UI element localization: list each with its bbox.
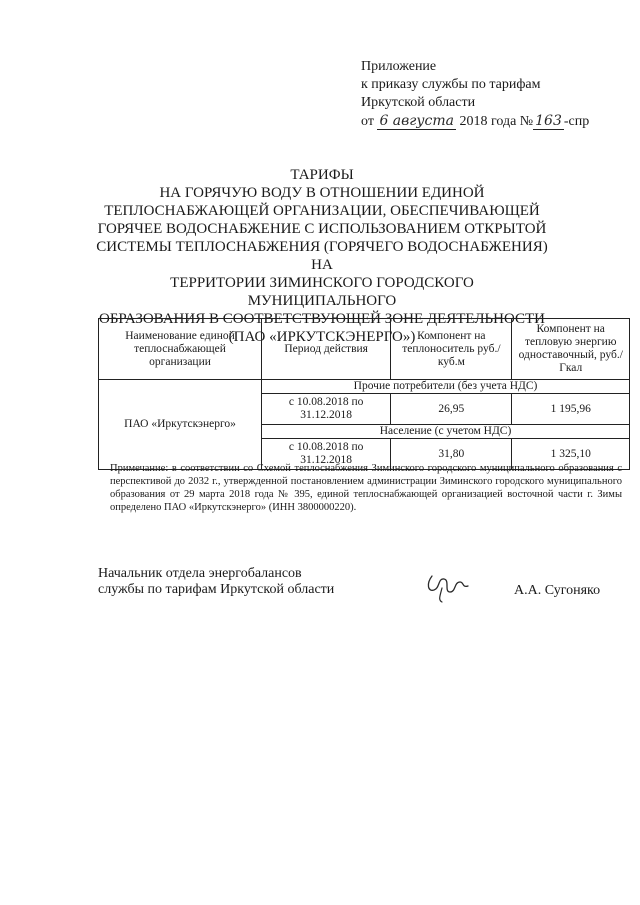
title-line: СИСТЕМЫ ТЕПЛОСНАБЖЕНИЯ (ГОРЯЧЕГО ВОДОСНАБЖЕНИЯ) НА [96,239,548,273]
header-carrier: Компонент на теплоноситель руб./куб.м [391,319,512,380]
appendix-date-line [361,112,589,131]
table-group-row [99,380,630,394]
handwritten-signature [424,570,474,604]
group-label: Прочие потребители (без учета НДС) [262,380,630,394]
signer-position-line-2: службы по тарифам Иркутской области [98,582,335,597]
header-period: Период действия [262,319,391,380]
note-paragraph: Примечание: в соответствии со Схемой теплоснабжения Зиминского городского муниципального образования с перспективой до 2032 г., утвержденной постановлением администрации Зиминского городского муниципального образования от 29 марта 2018 года № 395, единой теплоснабжающей организацией восточной части г. Зимы определено ПАО «Иркутскэнерго» (ИНН 3800000220). [110,463,622,513]
group-label: Население (с учетом НДС) [262,425,630,439]
title-line: ОБРАЗОВАНИЯ В СООТВЕТСТВУЮЩЕЙ ЗОНЕ ДЕЯТЕЛЬНОСТИ [98,311,546,327]
signer-name: А.А. Сугоняко [514,583,601,598]
carrier-value: 31,80 [391,439,512,470]
date-year: 2018 года № [459,114,534,129]
title-line: ТЕРРИТОРИИ ЗИМИНСКОГО ГОРОДСКОГО МУНИЦИПАЛЬНОГО [170,275,474,309]
energy-value: 1 325,10 [512,439,630,470]
appendix-line-3: Иркутской области [361,95,476,110]
carrier-value: 26,95 [391,394,512,425]
title-line: ГОРЯЧЕЕ ВОДОСНАБЖЕНИЕ С ИСПОЛЬЗОВАНИЕМ ОТКРЫТОЙ [97,221,547,237]
signer-position [98,566,334,598]
period-cell: с 10.08.2018 по 31.12.2018 [262,439,391,470]
appendix-line-1: Приложение [361,59,437,74]
organization-cell: ПАО «Иркутскэнерго» [99,380,262,470]
date-prefix: от [361,114,374,129]
appendix-block [361,58,589,131]
title-line: (ПАО «ИРКУТСКЭНЕРГО») [228,329,416,345]
title-line: ТАРИФЫ [290,167,354,183]
appendix-line-2: к приказу службы по тарифам [361,77,541,92]
header-energy: Компонент на тепловую энергию одноставочный, руб./Гкал [512,319,630,380]
energy-value: 1 195,96 [512,394,630,425]
period-cell: с 10.08.2018 по 31.12.2018 [262,394,391,425]
order-suffix: -спр [563,114,590,129]
title-line: ТЕПЛОСНАБЖАЮЩЕЙ ОРГАНИЗАЦИИ, ОБЕСПЕЧИВАЮЩЕЙ [104,203,540,219]
tariffs-table [98,318,630,470]
title-line: НА ГОРЯЧУЮ ВОДУ В ОТНОШЕНИИ ЕДИНОЙ [159,185,485,201]
header-org: Наименование единой теплоснабжающей организации [99,319,262,380]
date-day-month: 6 августа [379,113,454,129]
table-header-row [99,319,630,380]
signer-position-line-1: Начальник отдела энергобалансов [98,566,302,581]
order-number: 163 [535,113,562,129]
